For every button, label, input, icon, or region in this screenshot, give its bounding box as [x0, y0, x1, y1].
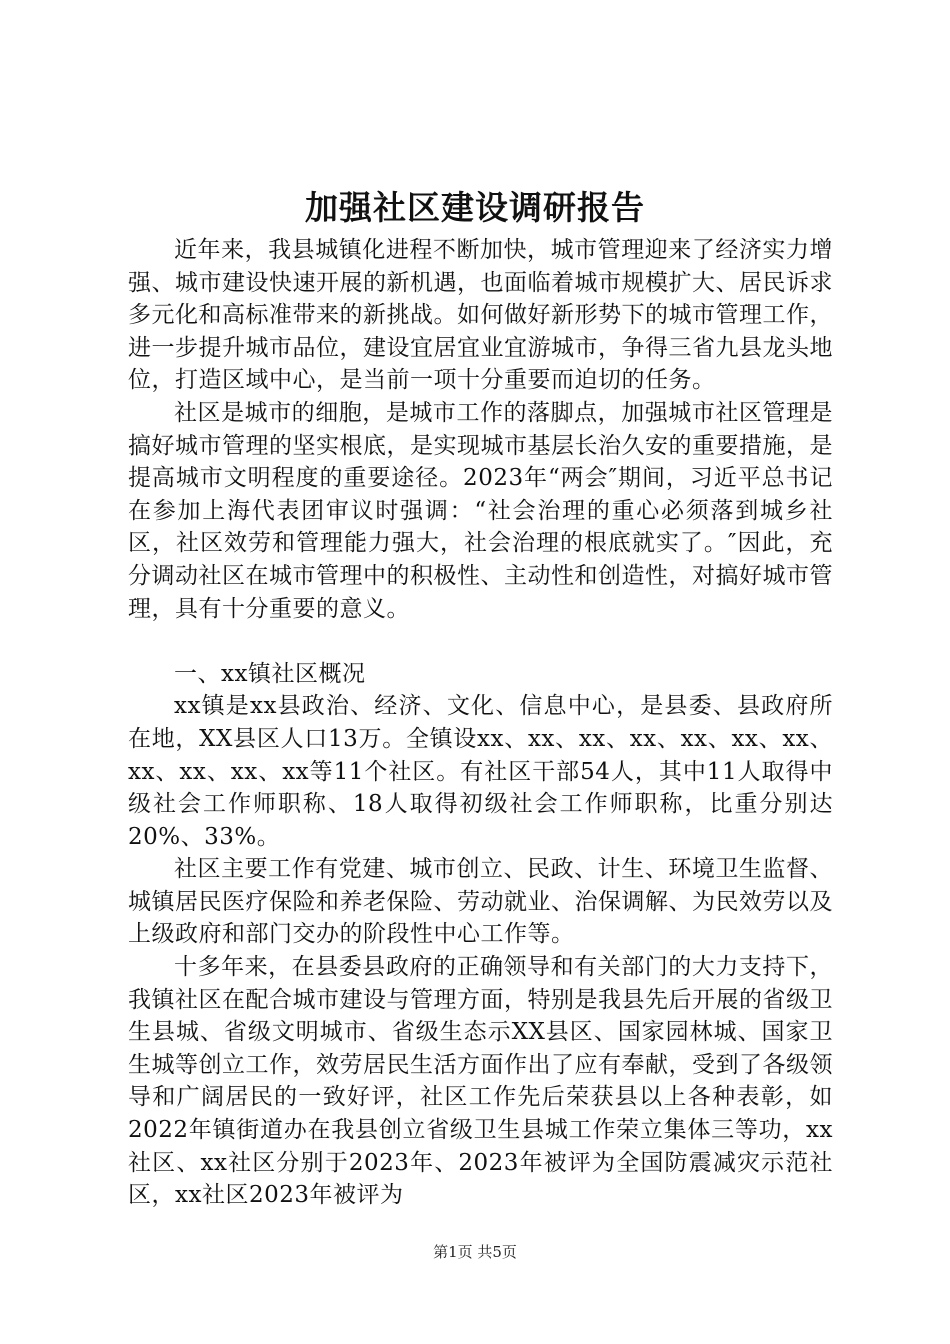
paragraph-town-overview: xx镇是xx县政治、经济、文化、信息中心，是县委、县政府所在地，XX县区人口13万。全镇设xx、xx、xx、xx、xx、xx、xx、xx、xx、xx、xx等11个社区。有社区干部54人，其中11人取得中级社会工作师职称、18人取得初级社会工作师职称，比重分别达20%、33%。 [128, 693, 833, 850]
paragraph-main-work: 社区主要工作有党建、城市创立、民政、计生、环境卫生监督、城镇居民医疗保险和养老保险、劳动就业、治保调解、为民效劳以及上级政府和部门交办的阶段性中心工作等。 [128, 856, 833, 948]
paragraph-intro: 近年来，我县城镇化进程不断加快，城市管理迎来了经济实力增强、城市建设快速开展的新机遇，也面临着城市规模扩大、居民诉求多元化和高标准带来的新挑战。如何做好新形势下的城市管理工作，进一步提升城市品位，建设宜居宜业宜游城市，争得三省九县龙头地位，打造区域中心，是当前一项十分重要而迫切的任务。 [128, 237, 833, 394]
paragraph-community-importance: 社区是城市的细胞，是城市工作的落脚点，加强城市社区管理是搞好城市管理的坚实根底，是实现城市基层长治久安的重要措施，是提高城市文明程度的重要途径。2023年“两会″期间，习近平总书记在参加上海代表团审议时强调：“社会治理的重心必须落到城乡社区，社区效劳和管理能力强大，社会治理的根底就实了。″因此，充分调动社区在城市管理中的积极性、主动性和创造性，对搞好城市管理，具有十分重要的意义。 [128, 399, 833, 622]
paragraph-achievements: 十多年来，在县委县政府的正确领导和有关部门的大力支持下，我镇社区在配合城市建设与管理方面，特别是我县先后开展的省级卫生县城、省级文明城市、省级生态示XX县区、国家园林城、国家卫生城等创立工作，效劳居民生活方面作出了应有奉献，受到了各级领导和广阔居民的一致好评，社区工作先后荣获县以上各种表彰，如2022年镇街道办在我县创立省级卫生县城工作荣立集体三等功，xx社区、xx社区分别于2023年、2023年被评为全国防震减灾示范社区，xx社区2023年被评为 [128, 954, 833, 1209]
page-footer: 第1页 共5页 [433, 1243, 517, 1261]
document-title: 加强社区建设调研报告 [305, 188, 645, 227]
document-body [128, 234, 833, 1212]
section-heading-overview: 一、xx镇社区概况 [174, 660, 366, 687]
